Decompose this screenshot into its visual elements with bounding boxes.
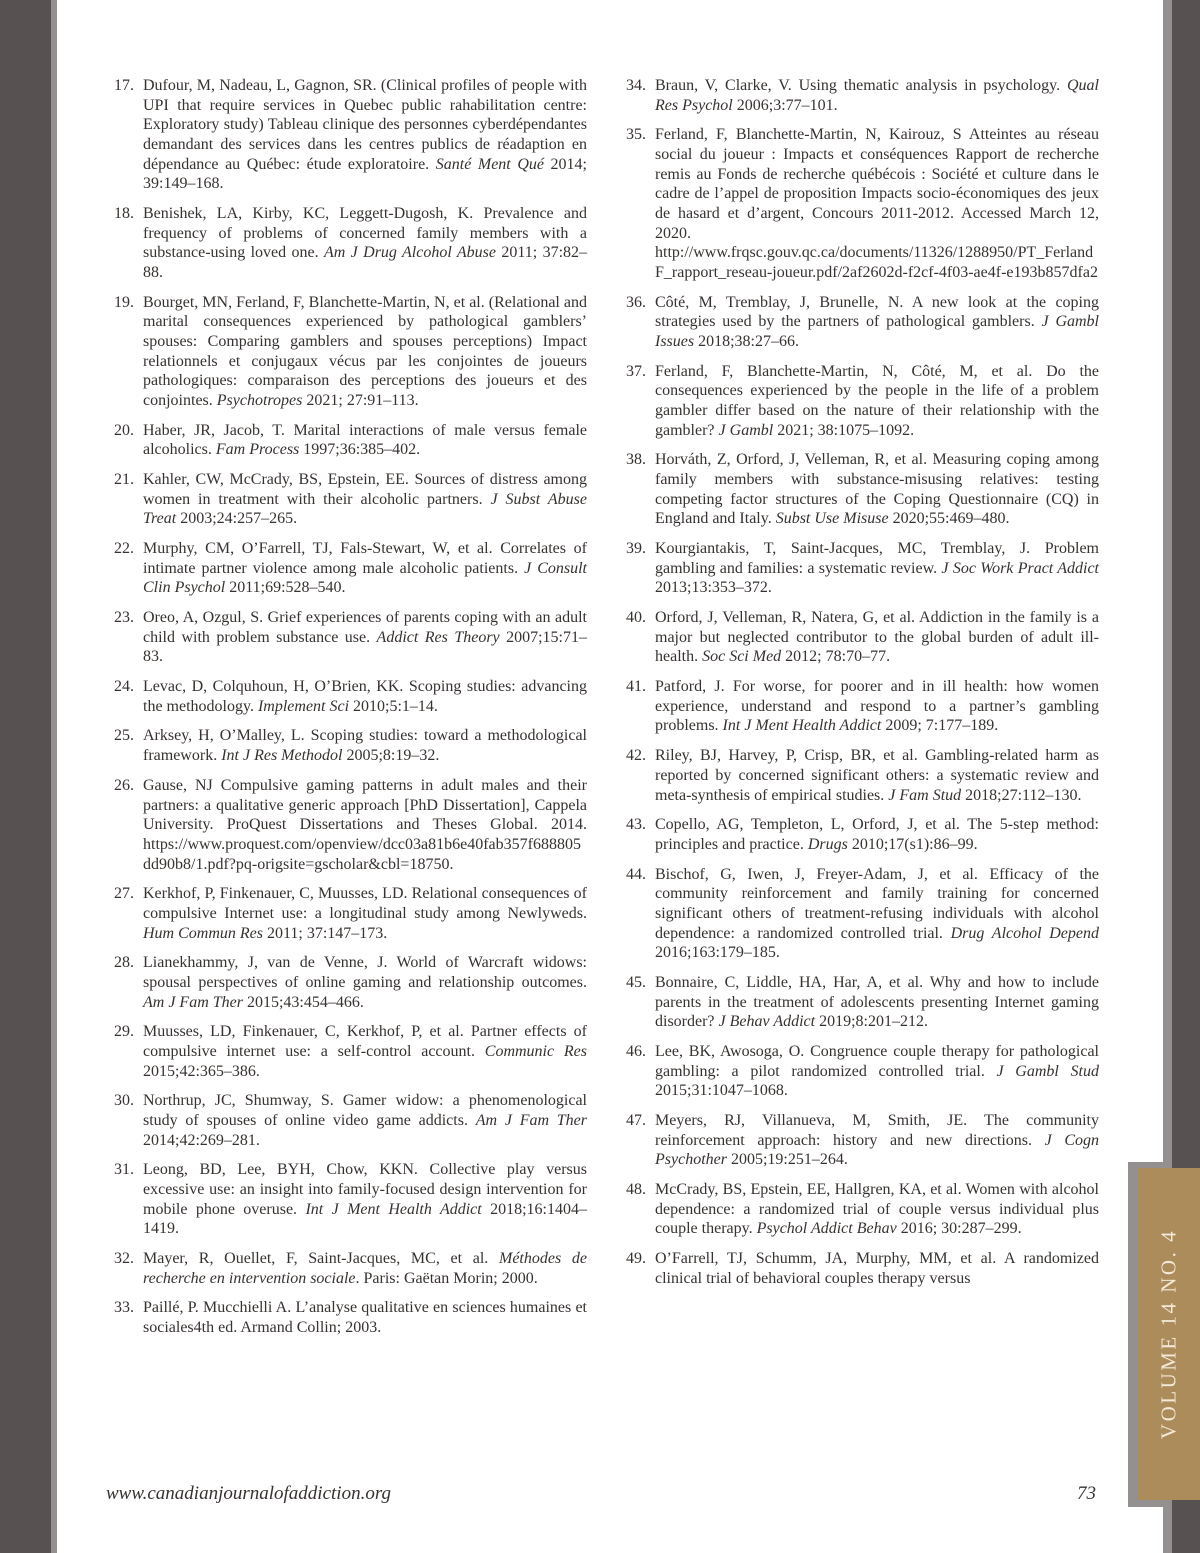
reference-text: Horváth, Z, Orford, J, Velleman, R, et al. Measuring coping among family members with substance-misusing relatives: testing competing factor structures of the Coping Questionnaire (CQ) in England and Italy. Subst Use Misuse 2020;55:469–480. (655, 451, 1099, 528)
reference-item (104, 1298, 587, 1337)
reference-number: 22. (114, 540, 134, 558)
reference-number: 30. (114, 1092, 134, 1110)
reference-item (616, 1042, 1099, 1101)
reference-text: Patford, J. For worse, for poorer and in ill health: how women experience, understand and respond to a partner’s gambling problems. Int J Ment Health Addict 2009; 7:177–189. (655, 678, 1099, 735)
reference-item (104, 1091, 587, 1150)
reference-number: 20. (114, 421, 134, 439)
reference-text: Paillé, P. Mucchielli A. L’analyse qualitative en sciences humaines et sociales4th ed. Armand Collin; 2003. (143, 1299, 587, 1336)
reference-number: 32. (114, 1249, 134, 1267)
reference-item (104, 726, 587, 765)
reference-number: 49. (626, 1249, 646, 1267)
reference-number: 18. (114, 205, 134, 223)
volume-banner-label: VOLUME 14 NO. 4 (1156, 1228, 1181, 1440)
reference-item (104, 1249, 587, 1288)
reference-number: 28. (114, 954, 134, 972)
reference-text: Bourget, MN, Ferland, F, Blanchette-Martin, N, et al. (Relational and marital consequences experienced by pathological gamblers’ spouses: Comparing gamblers and spouses perceptions) Impact relationnels et conjugaux vécus par les conjointes de joueurs pathologiques: comparaison des perceptions des joueurs et des conjointes. Psychotropes 2021; 27:91–113. (143, 293, 587, 410)
reference-text: McCrady, BS, Epstein, EE, Hallgren, KA, et al. Women with alcohol dependence: a randomized trial of couple versus individual plus couple therapy. Psychol Addict Behav 2016; 30:287–299. (655, 1180, 1099, 1238)
reference-text: Côté, M, Tremblay, J, Brunelle, N. A new look at the coping strategies used by the partners of pathological gamblers. J Gambl Issues 2018;38:27–66. (655, 293, 1099, 351)
left-page-edge-dark-bar (0, 0, 51, 1553)
reference-number: 23. (114, 609, 134, 627)
reference-item (104, 293, 587, 411)
reference-item (104, 539, 587, 598)
reference-text: Bonnaire, C, Liddle, HA, Har, A, et al. Why and how to include parents in the treatment of adolescents presenting Internet gaming disorder? J Behav Addict 2019;8:201–212. (655, 973, 1099, 1031)
reference-item (616, 865, 1099, 963)
reference-item (104, 1160, 587, 1239)
volume-banner (1138, 1168, 1200, 1500)
reference-text: O’Farrell, TJ, Schumm, JA, Murphy, MM, et al. A randomized clinical trial of behavioral couples therapy versus (655, 1249, 1099, 1287)
reference-item (616, 746, 1099, 805)
reference-text: Kourgiantakis, T, Saint-Jacques, MC, Tremblay, J. Problem gambling and families: a systematic review. J Soc Work Pract Addict 2013;13:353–372. (655, 540, 1100, 597)
references-column-right (616, 76, 1099, 1298)
reference-text: Arksey, H, O’Malley, L. Scoping studies: toward a methodological framework. Int J Res Methodol 2005;8:19–32. (143, 727, 587, 765)
reference-item (616, 1111, 1099, 1170)
reference-number: 48. (626, 1180, 646, 1198)
reference-text: Meyers, RJ, Villanueva, M, Smith, JE. The community reinforcement approach: history and new directions. J Cogn Psychother 2005;19:251–264. (655, 1111, 1099, 1169)
reference-text: Braun, V, Clarke, V. Using thematic analysis in psychology. Qual Res Psychol 2006;3:77–101. (655, 77, 1099, 114)
reference-item (616, 450, 1099, 529)
reference-item (104, 677, 587, 716)
reference-number: 26. (114, 776, 134, 794)
reference-text: Lianekhammy, J, van de Venne, J. World of Warcraft widows: spousal perspectives of online gaming and relationship outcomes. Am J Fam Ther 2015;43:454–466. (143, 954, 587, 1011)
reference-number: 36. (626, 293, 646, 311)
reference-number: 34. (626, 77, 646, 94)
reference-item (104, 470, 587, 529)
reference-text: Bischof, G, Iwen, J, Freyer-Adam, J, et al. Efficacy of the community reinforcement and family training for concerned significant others of treatment-refusing individuals with alcohol dependence: a randomized controlled trial. Drug Alcohol Depend 2016;163:179–185. (655, 865, 1100, 962)
reference-text: Benishek, LA, Kirby, KC, Leggett-Dugosh, K. Prevalence and frequency of problems of concerned family members with a substance-using loved one. Am J Drug Alcohol Abuse 2011; 37:82–88. (143, 205, 588, 282)
reference-number: 44. (626, 865, 646, 883)
reference-text: Gause, NJ Compulsive gaming patterns in adult males and their partners: a qualitative generic approach [PhD Dissertation], Cappela University. ProQuest Dissertations and Theses Global. 2014. https://www.proquest.com/openview/dcc03a81b6e40fab357f688805dd90b8/1.pdf?pq-origsite=gscholar&cbl=18750. (143, 776, 587, 873)
reference-item (616, 76, 1099, 115)
reference-text: Murphy, CM, O’Farrell, TJ, Fals-Stewart, W, et al. Correlates of intimate partner violence among male alcoholic patients. J Consult Clin Psychol 2011;69:528–540. (143, 540, 587, 597)
reference-item (616, 1180, 1099, 1239)
reference-number: 46. (626, 1042, 646, 1060)
reference-number: 45. (626, 973, 646, 991)
reference-number: 31. (114, 1161, 134, 1179)
reference-text: Orford, J, Velleman, R, Natera, G, et al. Addiction in the family is a major but neglected contributor to the global burden of adult ill-health. Soc Sci Med 2012; 78:70–77. (655, 609, 1099, 666)
reference-number: 47. (626, 1111, 646, 1129)
reference-text: Ferland, F, Blanchette-Martin, N, Côté, M, et al. Do the consequences experienced by the people in the life of a problem gambler differ based on the nature of their relationship with the gambler? J Gambl 2021; 38:1075–1092. (655, 362, 1099, 439)
reference-item (104, 204, 587, 283)
reference-number: 24. (114, 678, 134, 696)
page-number: 73 (1077, 1483, 1096, 1504)
reference-text: Northrup, JC, Shumway, S. Gamer widow: a phenomenological study of spouses of online video game addicts. Am J Fam Ther 2014;42:269–281. (143, 1092, 588, 1149)
reference-number: 37. (626, 362, 646, 380)
reference-item (104, 953, 587, 1012)
reference-text: Copello, AG, Templeton, L, Orford, J, et al. The 5-step method: principles and practice. Drugs 2010;17(s1):86–99. (655, 816, 1099, 853)
reference-number: 25. (114, 727, 134, 745)
reference-item (616, 815, 1099, 854)
reference-number: 17. (114, 77, 134, 94)
reference-item (616, 293, 1099, 352)
reference-number: 21. (114, 471, 134, 489)
references-column-left (104, 76, 587, 1348)
reference-item (616, 973, 1099, 1032)
reference-text: Dufour, M, Nadeau, L, Gagnon, SR. (Clinical profiles of people with UPI that require services in Quebec public rahabilitation centre: Exploratory study) Tableau clinique des personnes cyberdépendantes demandant des services dans les centres publics de réadaption en dépendance au Québec: étude exploratoire. Santé Ment Qué 2014; 39:149–168. (143, 77, 588, 193)
reference-number: 27. (114, 885, 134, 903)
reference-number: 33. (114, 1299, 134, 1317)
reference-text: Mayer, R, Ouellet, F, Saint-Jacques, MC, et al. Méthodes de recherche en intervention sociale. Paris: Gaëtan Morin; 2000. (143, 1249, 587, 1287)
reference-item (104, 884, 587, 943)
left-page-edge-light-bar (51, 0, 57, 1553)
reference-text: Levac, D, Colquhoun, H, O’Brien, KK. Scoping studies: advancing the methodology. Implement Sci 2010;5:1–14. (143, 678, 587, 715)
reference-text: Haber, JR, Jacob, T. Marital interactions of male versus female alcoholics. Fam Process 1997;36:385–402. (143, 421, 587, 459)
reference-number: 29. (114, 1023, 134, 1041)
reference-item (104, 76, 587, 194)
reference-text: Oreo, A, Ozgul, S. Grief experiences of parents coping with an adult child with problem substance use. Addict Res Theory 2007;15:71–83. (143, 609, 587, 666)
reference-text: Muusses, LD, Finkenauer, C, Kerkhof, P, et al. Partner effects of compulsive internet use: a self-control account. Communic Res 2015;42:365–386. (143, 1023, 587, 1080)
volume-banner-frame-bottom (1128, 1500, 1172, 1507)
reference-number: 38. (626, 451, 646, 469)
reference-item (104, 421, 587, 460)
reference-text: Ferland, F, Blanchette-Martin, N, Kairouz, S Atteintes au réseau social du joueur : Impacts et conséquences Rapport de recherche remis au Fonds de recherche québécois : Société et culture dans le cadre de l’appel de proposition Impacts socio-économiques des jeux de hasard et d’argent, Concours 2011-2012. Accessed March 12, 2020. http://www.frqsc.gouv.qc.ca/documents/11326/1288950/PT_FerlandF_rapport_reseau-joueur.pdf/2af2602d-f2cf-4f03-ae4f-e193b857dfa2 (655, 126, 1099, 282)
reference-item (104, 776, 587, 874)
reference-text: Kahler, CW, McCrady, BS, Epstein, EE. Sources of distress among women in treatment with their alcoholic partners. J Subst Abuse Treat 2003;24:257–265. (143, 471, 587, 528)
reference-item (616, 125, 1099, 282)
reference-item (616, 362, 1099, 441)
reference-text: Leong, BD, Lee, BYH, Chow, KKN. Collective play versus excessive use: an insight into family-focused design intervention for mobile phone overuse. Int J Ment Health Addict 2018;16:1404–1419. (143, 1161, 588, 1238)
footer-journal-url: www.canadianjournalofaddiction.org (106, 1483, 392, 1504)
reference-number: 43. (626, 816, 646, 834)
reference-item (616, 539, 1099, 598)
reference-number: 41. (626, 678, 646, 696)
reference-item (616, 608, 1099, 667)
reference-item (616, 677, 1099, 736)
reference-item (616, 1249, 1099, 1288)
reference-number: 39. (626, 540, 646, 558)
reference-number: 42. (626, 747, 646, 765)
reference-item (104, 1022, 587, 1081)
reference-number: 19. (114, 293, 134, 311)
reference-number: 35. (626, 126, 646, 144)
reference-number: 40. (626, 609, 646, 627)
reference-text: Lee, BK, Awosoga, O. Congruence couple therapy for pathological gambling: a pilot randomized controlled trial. J Gambl Stud 2015;31:1047–1068. (655, 1042, 1099, 1100)
reference-text: Kerkhof, P, Finkenauer, C, Muusses, LD. Relational consequences of compulsive Internet use: a longitudinal study among Newlyweds. Hum Commun Res 2011; 37:147–173. (143, 885, 587, 942)
reference-text: Riley, BJ, Harvey, P, Crisp, BR, et al. Gambling-related harm as reported by concerned significant others: a systematic review and meta-synthesis of empirical studies. J Fam Stud 2018;27:112–130. (655, 747, 1099, 804)
reference-item (104, 608, 587, 667)
